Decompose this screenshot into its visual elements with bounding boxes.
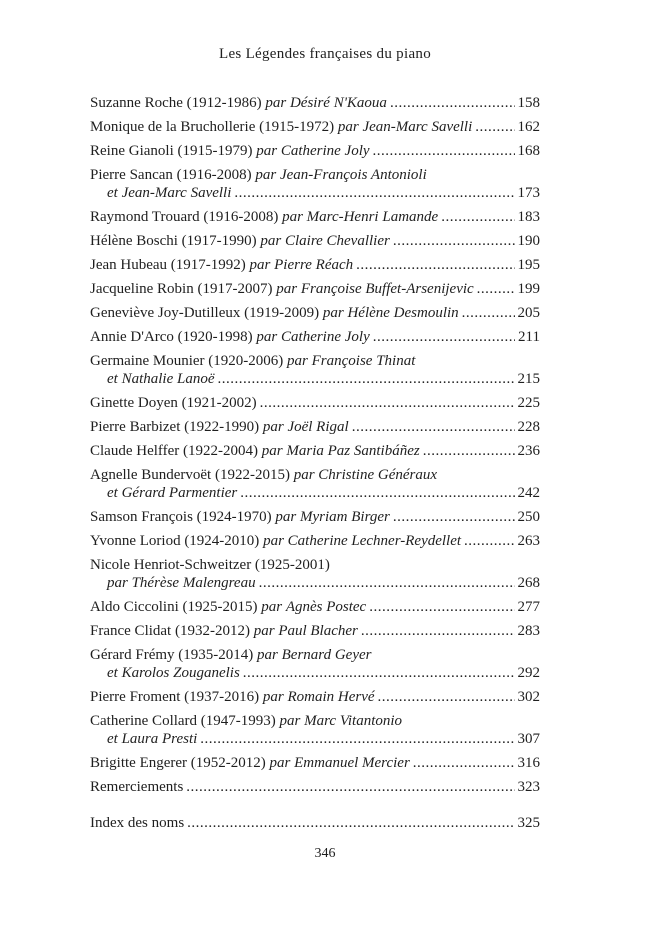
toc-entry (90, 94, 540, 112)
dot-leader (240, 484, 514, 502)
entry-pianist: Nicole Henriot-Schweitzer (1925-2001) (90, 557, 330, 573)
entry-par: par (322, 305, 344, 321)
entry-author-second-line: et Gérard Parmentier (107, 485, 238, 501)
entry-par: par (337, 119, 359, 135)
entry-author: Jean-François Antonioli (279, 167, 427, 183)
entry-page-number: 277 (517, 599, 540, 615)
entry-author: Agnès Postec (285, 599, 367, 615)
entry-par: par (276, 281, 298, 297)
dot-leader (259, 574, 515, 592)
entry-pianist: Jean Hubeau (1917-1992) (90, 257, 246, 273)
entry-par: par (261, 443, 283, 459)
dot-leader (356, 256, 514, 274)
toc-entry (90, 466, 540, 502)
entry-pianist: Jacqueline Robin (1917-2007) (90, 281, 273, 297)
entry-page-number: 225 (517, 395, 540, 411)
entry-page-number: 242 (517, 485, 540, 501)
entry-page-number: 158 (517, 95, 540, 111)
entry-pianist: France Clidat (1932-2012) (90, 623, 250, 639)
entry-page-number: 316 (517, 755, 540, 771)
entry-author-second-line: et Karolos Zouganelis (107, 665, 240, 681)
entry-pianist: Brigitte Engerer (1952-2012) (90, 755, 266, 771)
entry-author: Christine Généraux (318, 467, 438, 483)
toc-entry (90, 166, 540, 202)
entry-page-number: 183 (517, 209, 540, 225)
entry-par: par (249, 257, 271, 273)
entry-page-number: 268 (517, 575, 540, 591)
entry-page-number: 325 (517, 815, 540, 831)
entry-par: par (260, 233, 282, 249)
entry-page-number: 215 (517, 371, 540, 387)
entry-par: par (257, 647, 278, 663)
entry-page-number: 173 (517, 185, 540, 201)
dot-leader (475, 118, 514, 136)
entry-page-number: 250 (517, 509, 540, 525)
entry-pianist: Ginette Doyen (1921-2002) (90, 395, 257, 411)
dot-leader (200, 730, 514, 748)
entry-author: Marc Vitantonio (304, 713, 403, 729)
dot-leader (477, 280, 515, 298)
toc-entry (90, 442, 540, 460)
entry-page-number: 190 (517, 233, 540, 249)
toc-entry (90, 532, 540, 550)
entry-par: par (262, 689, 284, 705)
entry-page-number: 302 (517, 689, 540, 705)
entry-pianist: Remerciements (90, 779, 184, 795)
dot-leader (186, 778, 514, 796)
dot-leader (243, 664, 515, 682)
entry-par: par (282, 209, 303, 225)
entry-pianist: Hélène Boschi (1917-1990) (90, 233, 257, 249)
toc-entry (90, 142, 540, 160)
entry-author-second-line: et Laura Presti (107, 731, 198, 747)
dot-leader (234, 184, 514, 202)
entry-author: Françoise Buffet-Arsenijevic (300, 281, 474, 297)
entry-page-number: 307 (517, 731, 540, 747)
entry-author: Catherine Joly (280, 143, 370, 159)
dot-leader (441, 208, 514, 226)
entry-author: Marc-Henri Lamande (306, 209, 439, 225)
entry-author: Emmanuel Mercier (294, 755, 410, 771)
entry-pianist: Catherine Collard (1947-1993) (90, 713, 276, 729)
entry-author: Françoise Thinat (311, 353, 416, 369)
entry-par: par (265, 95, 287, 111)
toc-entry (90, 208, 540, 226)
entry-author: Myriam Birger (300, 509, 390, 525)
dot-leader (352, 418, 515, 436)
entry-author: Bernard Geyer (281, 647, 372, 663)
entry-author-second-line: par Thérèse Malengreau (107, 575, 256, 591)
entry-par: par (279, 713, 301, 729)
entry-page-number: 323 (517, 779, 540, 795)
toc-entry (90, 394, 540, 412)
entry-author: Maria Paz Santibáñez (286, 443, 420, 459)
toc-entry (90, 622, 540, 640)
entry-pianist: Aldo Ciccolini (1925-2015) (90, 599, 258, 615)
dot-leader (369, 598, 514, 616)
toc-entry (90, 232, 540, 250)
entry-author: Catherine Joly (281, 329, 370, 345)
entry-par: par (261, 599, 283, 615)
dot-leader (373, 142, 515, 160)
entry-pianist: Index des noms (90, 815, 185, 831)
toc-entry (90, 598, 540, 616)
entry-par: par (275, 509, 297, 525)
toc-entry (90, 418, 540, 436)
toc-entry (90, 754, 540, 772)
entry-page-number: 292 (517, 665, 540, 681)
dot-leader (423, 442, 515, 460)
page-number: 346 (314, 846, 336, 861)
entry-page-number: 199 (517, 281, 540, 297)
entry-pianist: Pierre Froment (1937-2016) (90, 689, 260, 705)
entry-par: par (255, 167, 277, 183)
dot-leader (361, 622, 515, 640)
entry-pianist: Monique de la Bruchollerie (1915-1972) (90, 119, 335, 135)
entry-pianist: Samson François (1924-1970) (90, 509, 272, 525)
entry-pianist: Pierre Barbizet (1922-1990) (90, 419, 260, 435)
toc-entry (90, 256, 540, 274)
entry-author-second-line: et Nathalie Lanoë (107, 371, 215, 387)
toc-entry (90, 304, 540, 322)
entry-par: par (256, 143, 278, 159)
toc-entry (90, 352, 540, 388)
entry-par: par (256, 329, 278, 345)
dot-leader (464, 532, 514, 550)
toc-entry (90, 328, 540, 346)
entry-pianist: Claude Helffer (1922-2004) (90, 443, 259, 459)
entry-par: par (293, 467, 315, 483)
entry-author: Claire Chevallier (284, 233, 390, 249)
table-of-contents (90, 94, 540, 838)
dot-leader (393, 232, 515, 250)
entry-page-number: 283 (517, 623, 540, 639)
entry-par: par (262, 419, 284, 435)
toc-entry (90, 814, 540, 832)
entry-par: par (287, 353, 308, 369)
toc-entry (90, 280, 540, 298)
dot-leader (413, 754, 515, 772)
running-header: Les Légendes françaises du piano (218, 46, 432, 62)
dot-leader (187, 814, 514, 832)
entry-author-second-line: et Jean-Marc Savelli (107, 185, 232, 201)
toc-entry (90, 688, 540, 706)
entry-page-number: 195 (517, 257, 540, 273)
dot-leader (218, 370, 515, 388)
toc-entry (90, 118, 540, 136)
entry-pianist: Gérard Frémy (1935-2014) (90, 647, 254, 663)
toc-entry (90, 778, 540, 796)
entry-page-number: 228 (517, 419, 540, 435)
toc-entry (90, 712, 540, 748)
entry-page-number: 211 (518, 329, 540, 345)
entry-page-number: 236 (517, 443, 540, 459)
entry-pianist: Annie D'Arco (1920-1998) (90, 329, 253, 345)
entry-page-number: 168 (517, 143, 540, 159)
entry-pianist: Germaine Mounier (1920-2006) (90, 353, 284, 369)
entry-author: Catherine Lechner-Reydellet (287, 533, 462, 549)
entry-pianist: Raymond Trouard (1916-2008) (90, 209, 279, 225)
entry-page-number: 205 (517, 305, 540, 321)
entry-author: Joël Rigal (287, 419, 349, 435)
dot-leader (373, 328, 515, 346)
entry-par: par (269, 755, 291, 771)
entry-page-number: 263 (517, 533, 540, 549)
entry-pianist: Suzanne Roche (1912-1986) (90, 95, 262, 111)
entry-author: Romain Hervé (287, 689, 375, 705)
entry-pianist: Geneviève Joy-Dutilleux (1919-2009) (90, 305, 320, 321)
entry-author: Jean-Marc Savelli (362, 119, 473, 135)
dot-leader (260, 394, 515, 412)
dot-leader (462, 304, 515, 322)
dot-leader (390, 94, 515, 112)
toc-entry (90, 508, 540, 526)
entry-pianist: Agnelle Bundervoët (1922-2015) (90, 467, 290, 483)
entry-par: par (263, 533, 284, 549)
entry-author: Paul Blacher (278, 623, 358, 639)
toc-entry (90, 646, 540, 682)
toc-entry (90, 556, 540, 592)
entry-pianist: Reine Gianoli (1915-1979) (90, 143, 253, 159)
entry-pianist: Pierre Sancan (1916-2008) (90, 167, 252, 183)
entry-pianist: Yvonne Loriod (1924-2010) (90, 533, 260, 549)
entry-page-number: 162 (517, 119, 540, 135)
entry-author: Désiré N'Kaoua (289, 95, 387, 111)
entry-par: par (253, 623, 275, 639)
entry-author: Hélène Desmoulin (347, 305, 459, 321)
dot-leader (393, 508, 515, 526)
entry-author: Pierre Réach (274, 257, 354, 273)
dot-leader (378, 688, 515, 706)
